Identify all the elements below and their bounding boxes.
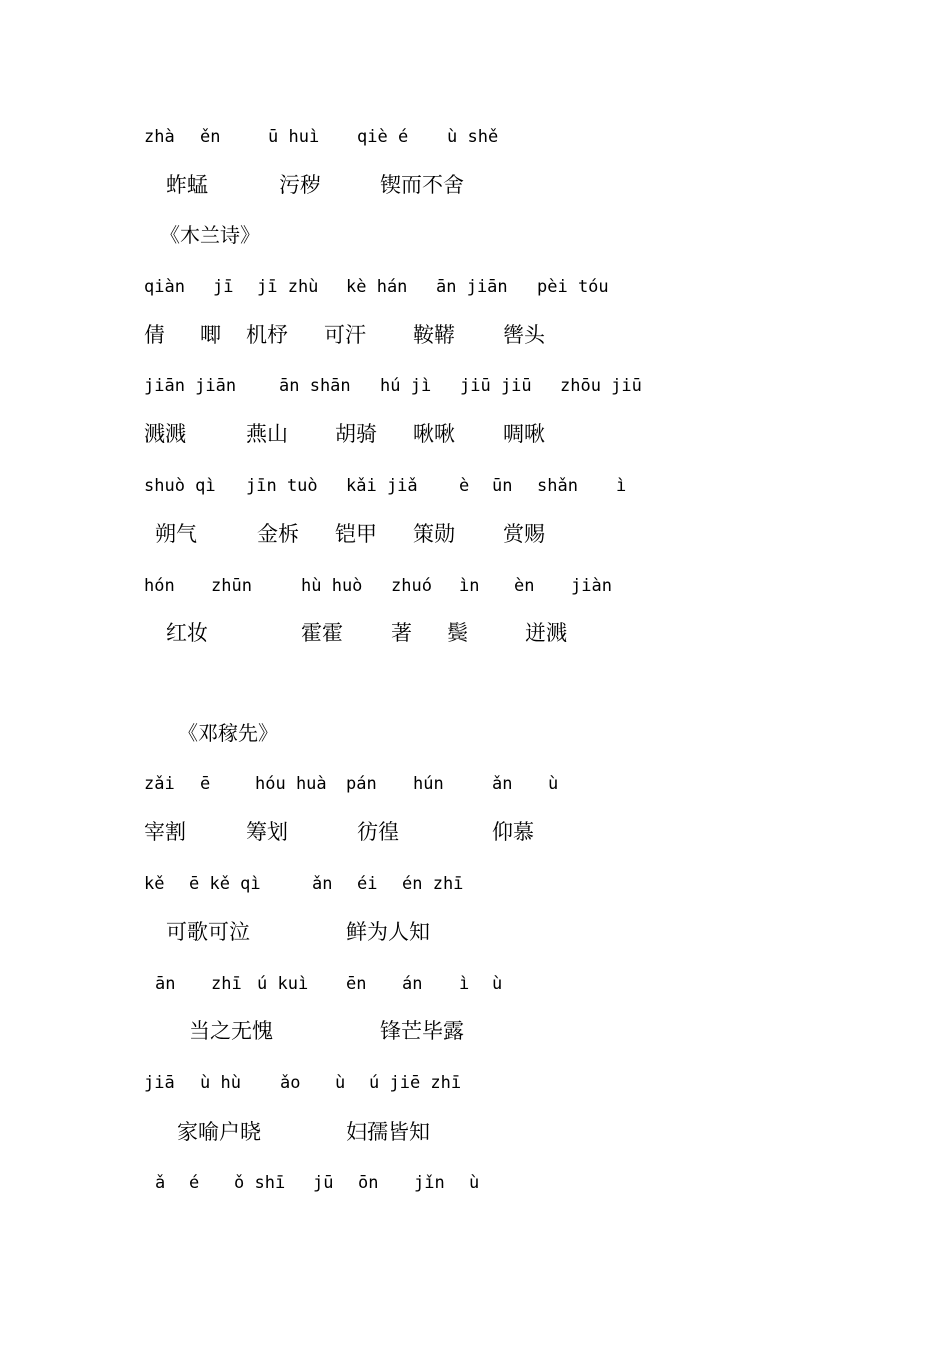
pinyin-text: zhūn xyxy=(211,576,252,596)
pinyin-line xyxy=(0,1172,950,1212)
hanzi-word: 胡骑 xyxy=(335,422,377,446)
hanzi-word: 金柝 xyxy=(257,522,299,546)
pinyin-text: ù xyxy=(469,1173,480,1193)
pinyin-line xyxy=(0,126,950,166)
pinyin-text: hú jì xyxy=(380,376,432,396)
pinyin-line xyxy=(0,375,950,415)
hanzi-word: 朔气 xyxy=(155,522,197,546)
hanzi-word: 彷徨 xyxy=(357,820,399,844)
hanzi-word: 锋芒毕露 xyxy=(380,1019,464,1043)
hanzi-line xyxy=(0,919,950,959)
hanzi-word: 铠甲 xyxy=(335,522,377,546)
pinyin-text: ù xyxy=(492,974,503,994)
pinyin-text: éi xyxy=(357,874,378,894)
hanzi-line xyxy=(0,421,950,461)
pinyin-text: kě xyxy=(144,874,165,894)
hanzi-word: 红妆 xyxy=(166,621,208,645)
hanzi-word: 唧 xyxy=(200,323,221,347)
pinyin-text: hún xyxy=(413,774,444,794)
pinyin-text: hón xyxy=(144,576,175,596)
pinyin-text: pán xyxy=(346,774,377,794)
section-title-line xyxy=(0,222,950,262)
hanzi-line xyxy=(0,819,950,859)
hanzi-word: 机杼 xyxy=(246,323,288,347)
pinyin-text: ù hù xyxy=(200,1073,241,1093)
pinyin-text: pèi tóu xyxy=(537,277,609,297)
pinyin-text: jiàn xyxy=(571,576,612,596)
hanzi-word: 宰割 xyxy=(144,820,186,844)
section-title: 《木兰诗》 xyxy=(160,223,260,247)
pinyin-text: ù shě xyxy=(447,127,499,147)
pinyin-text: kǎi jiǎ xyxy=(346,476,418,496)
pinyin-text: án xyxy=(402,974,423,994)
hanzi-line xyxy=(0,322,950,362)
pinyin-text: ǎn xyxy=(312,874,333,894)
pinyin-text: ǎo xyxy=(280,1073,301,1093)
pinyin-line xyxy=(0,973,950,1013)
hanzi-word: 当之无愧 xyxy=(189,1019,273,1043)
pinyin-text: ì xyxy=(616,476,627,496)
hanzi-word: 啁啾 xyxy=(503,422,545,446)
pinyin-text: jīn tuò xyxy=(246,476,318,496)
pinyin-text: ōn xyxy=(358,1173,379,1193)
section-title: 《邓稼先》 xyxy=(178,721,278,745)
pinyin-text: jī zhù xyxy=(257,277,319,297)
pinyin-text: ù xyxy=(548,774,559,794)
hanzi-word: 策勋 xyxy=(413,522,455,546)
pinyin-text: ú jiē zhī xyxy=(369,1073,462,1093)
hanzi-line xyxy=(0,1119,950,1159)
pinyin-text: jǐn xyxy=(414,1173,445,1193)
pinyin-text: é xyxy=(189,1173,200,1193)
hanzi-word: 可歌可泣 xyxy=(166,920,250,944)
hanzi-line xyxy=(0,1018,950,1058)
pinyin-text: ū huì xyxy=(268,127,320,147)
hanzi-word: 鲜为人知 xyxy=(346,920,430,944)
pinyin-text: ēn xyxy=(346,974,367,994)
hanzi-word: 妇孺皆知 xyxy=(346,1120,430,1144)
pinyin-line xyxy=(0,773,950,813)
pinyin-text: jī xyxy=(213,277,234,297)
pinyin-line xyxy=(0,1072,950,1112)
hanzi-word: 鬓 xyxy=(447,621,468,645)
pinyin-text: ì xyxy=(459,974,470,994)
pinyin-text: ān jiān xyxy=(436,277,508,297)
pinyin-text: zǎi xyxy=(144,774,175,794)
pinyin-text: ù xyxy=(335,1073,346,1093)
pinyin-text: zhà xyxy=(144,127,175,147)
pinyin-text: zhuó xyxy=(391,576,432,596)
pinyin-text: ìn xyxy=(459,576,480,596)
pinyin-text: shǎn xyxy=(537,476,578,496)
hanzi-line xyxy=(0,620,950,660)
pinyin-text: èn xyxy=(514,576,535,596)
pinyin-text: ē kě qì xyxy=(189,874,261,894)
pinyin-text: ān xyxy=(155,974,176,994)
hanzi-line xyxy=(0,521,950,561)
hanzi-word: 鞍鞯 xyxy=(413,323,455,347)
pinyin-text: hóu huà xyxy=(255,774,327,794)
hanzi-word: 可汗 xyxy=(324,323,366,347)
hanzi-word: 筹划 xyxy=(246,820,288,844)
pinyin-text: ē xyxy=(200,774,211,794)
pinyin-line xyxy=(0,873,950,913)
pinyin-text: jiū jiū xyxy=(460,376,532,396)
pinyin-line xyxy=(0,475,950,515)
hanzi-word: 蚱蜢 xyxy=(166,173,208,197)
pinyin-text: ūn xyxy=(492,476,513,496)
hanzi-word: 霍霍 xyxy=(301,621,343,645)
pinyin-text: ǒ shī xyxy=(234,1173,286,1193)
pinyin-text: shuò qì xyxy=(144,476,216,496)
section-title-line xyxy=(0,720,950,760)
pinyin-text: kè hán xyxy=(346,277,408,297)
hanzi-word: 锲而不舍 xyxy=(380,173,464,197)
hanzi-word: 倩 xyxy=(144,323,165,347)
pinyin-text: ú kuì xyxy=(257,974,309,994)
pinyin-text: zhī xyxy=(211,974,242,994)
hanzi-word: 迸溅 xyxy=(525,621,567,645)
hanzi-word: 啾啾 xyxy=(413,422,455,446)
hanzi-word: 著 xyxy=(391,621,412,645)
hanzi-word: 家喻户晓 xyxy=(177,1120,261,1144)
pinyin-text: én zhī xyxy=(402,874,464,894)
pinyin-text: ān shān xyxy=(279,376,351,396)
hanzi-word: 仰慕 xyxy=(492,820,534,844)
hanzi-word: 污秽 xyxy=(279,173,321,197)
pinyin-text: ǎ xyxy=(155,1173,166,1193)
pinyin-text: jiān jiān xyxy=(144,376,237,396)
pinyin-text: ǎn xyxy=(492,774,513,794)
pinyin-text: qiàn xyxy=(144,277,185,297)
pinyin-text: è xyxy=(459,476,470,496)
hanzi-word: 赏赐 xyxy=(503,522,545,546)
pinyin-text: jū xyxy=(313,1173,334,1193)
hanzi-word: 溅溅 xyxy=(144,422,186,446)
pinyin-text: ěn xyxy=(200,127,221,147)
pinyin-text: jiā xyxy=(144,1073,175,1093)
hanzi-line xyxy=(0,172,950,212)
pinyin-line xyxy=(0,276,950,316)
pinyin-text: zhōu jiū xyxy=(560,376,642,396)
pinyin-text: qiè é xyxy=(357,127,409,147)
pinyin-text: hù huò xyxy=(301,576,363,596)
pinyin-line xyxy=(0,575,950,615)
hanzi-word: 辔头 xyxy=(503,323,545,347)
hanzi-word: 燕山 xyxy=(246,422,288,446)
